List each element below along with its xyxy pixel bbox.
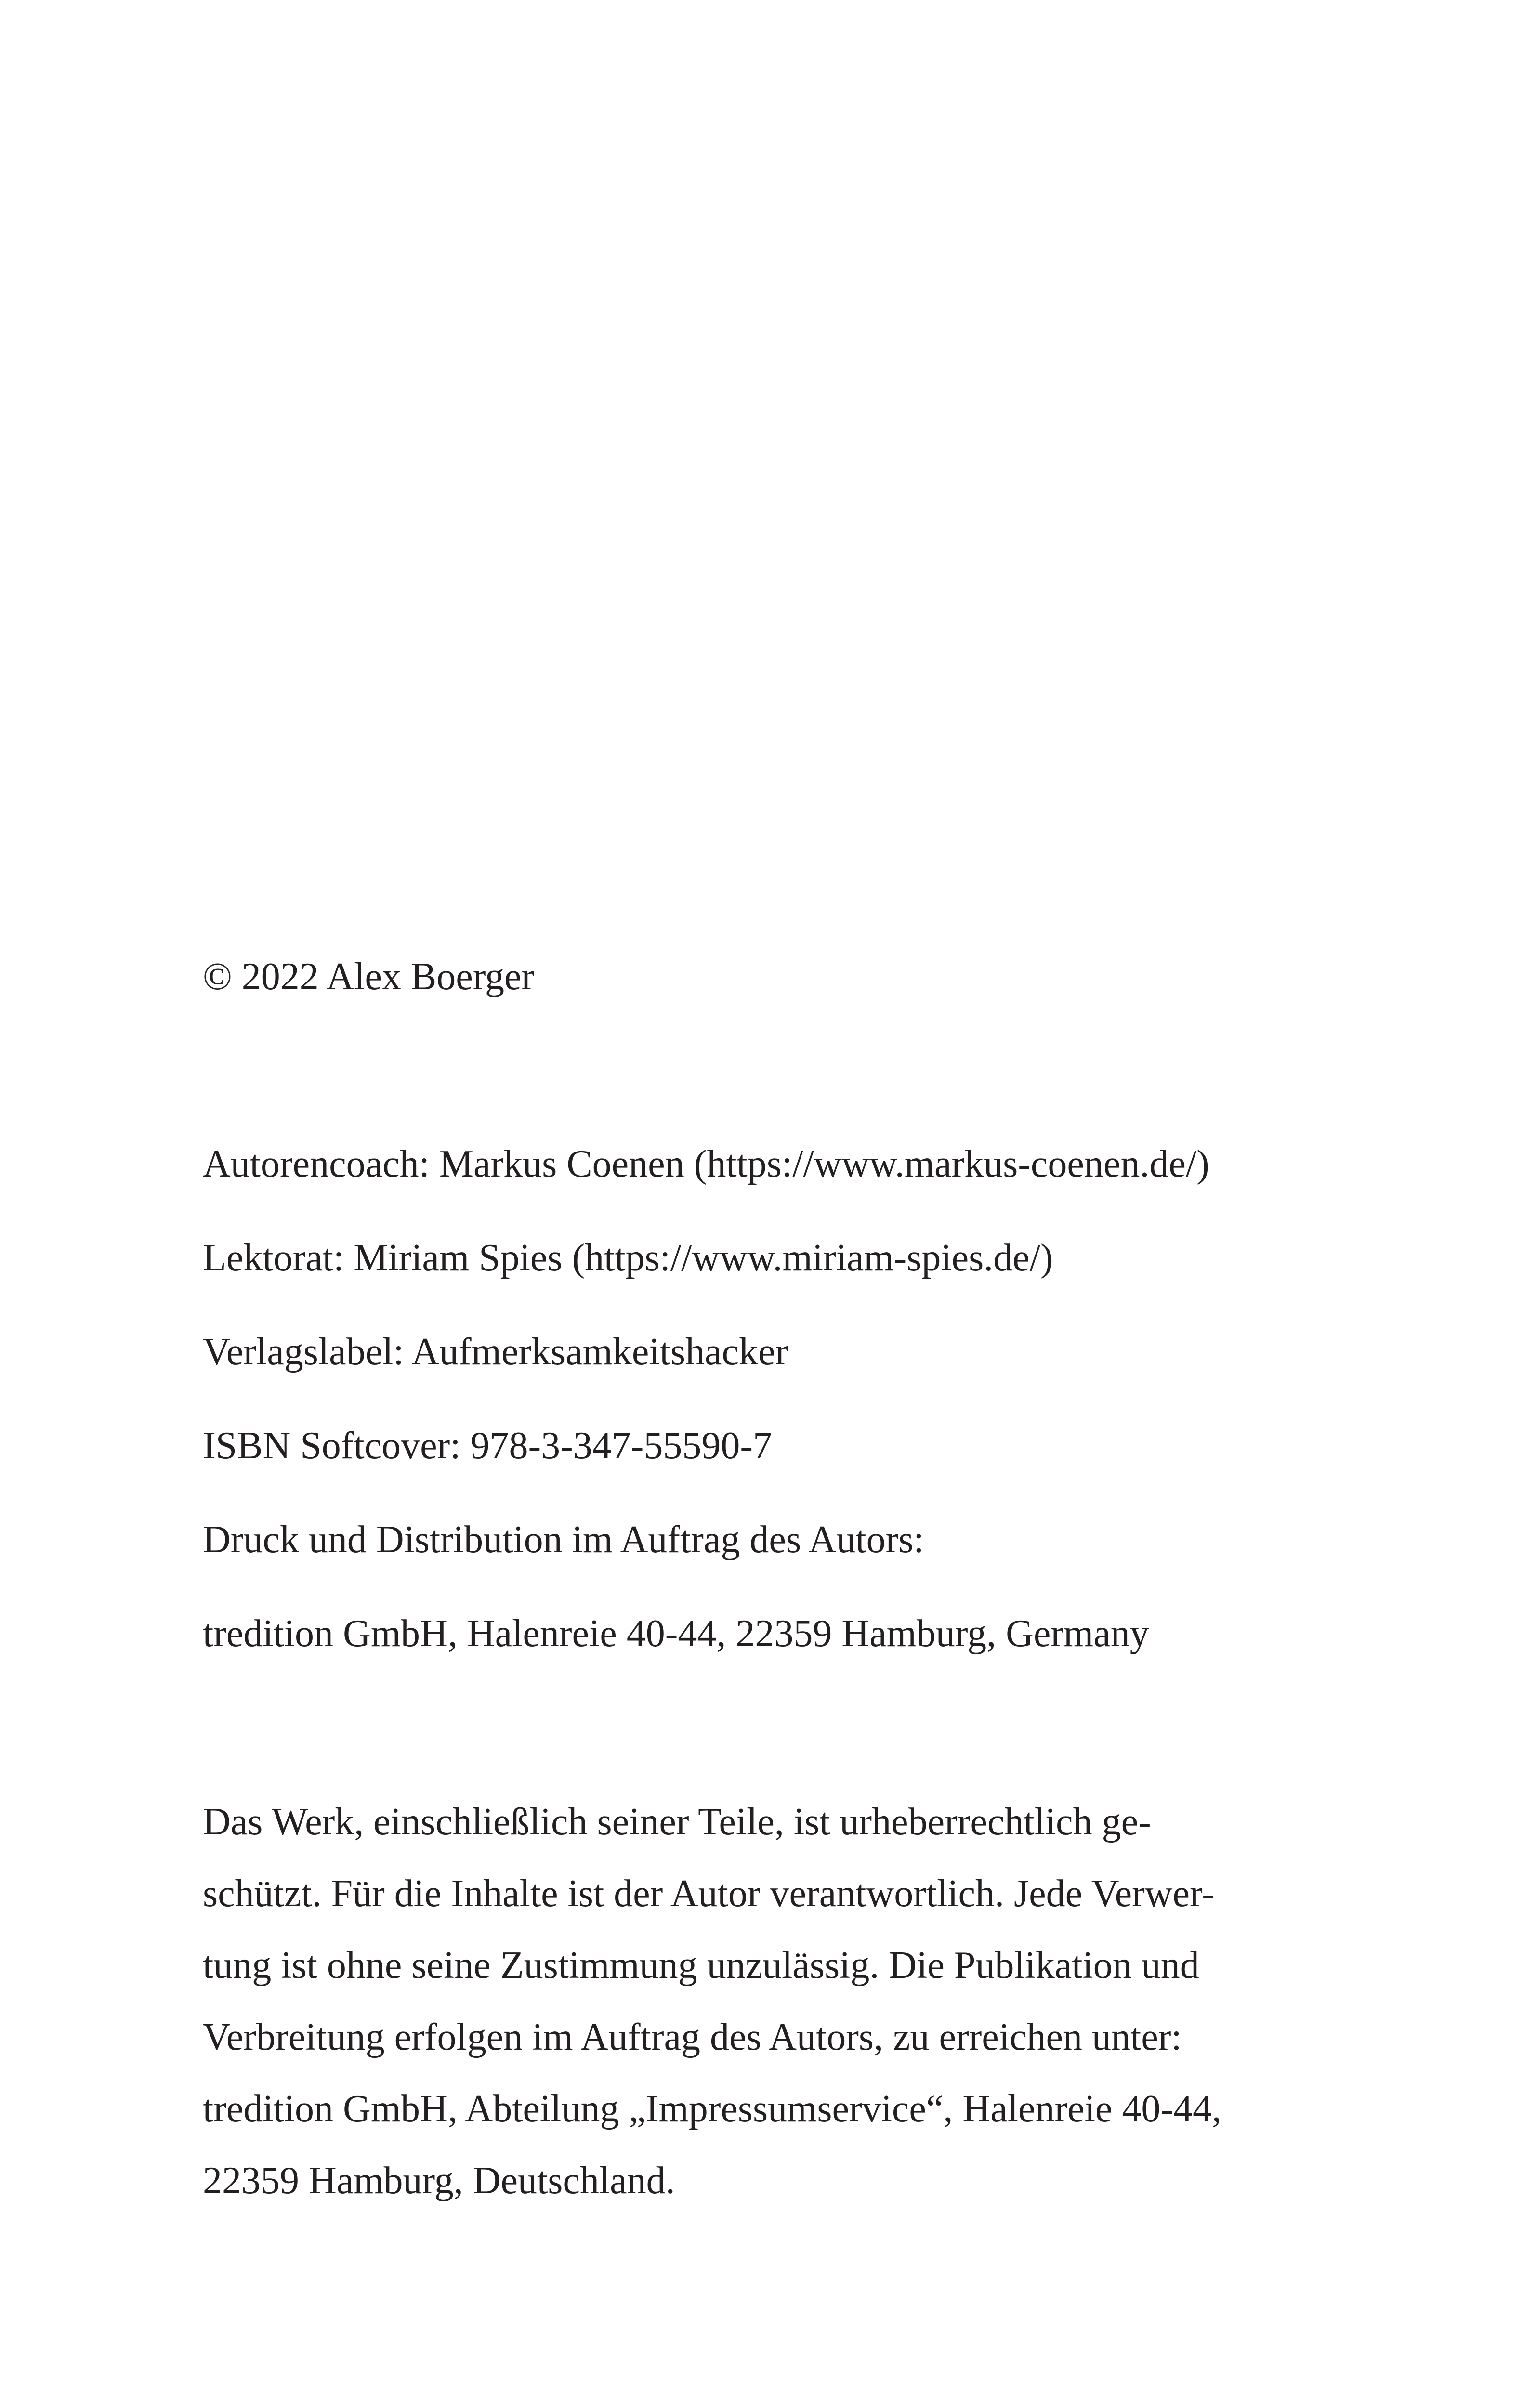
legal-line: tung ist ohne seine Zustimmung unzulässig. Die Publikation und — [203, 1944, 1199, 1987]
copyright-text: © 2022 Alex Boerger — [203, 955, 535, 998]
legal-notice — [203, 1803, 1301, 2233]
legal-line: schützt. Für die Inhalte ist der Autor verantwortlich. Jede Verwer- — [203, 1872, 1215, 1915]
credit-distribution-heading: Druck und Distribution im Auftrag des Autors: — [203, 1518, 924, 1561]
legal-line: tredition GmbH, Abteilung „Impressumservice“, Halenreie 40-44, — [203, 2088, 1221, 2130]
credits-block — [203, 1145, 1301, 1708]
copyright-notice — [203, 957, 1301, 996]
credit-editor: Lektorat: Miriam Spies (https://www.miriam-spies.de/) — [203, 1237, 1053, 1279]
credit-isbn: ISBN Softcover: 978-3-347-55590-7 — [203, 1425, 773, 1467]
credit-publisher-label: Verlagslabel: Aufmerksamkeitshacker — [203, 1331, 788, 1373]
credit-author-coach: Autorencoach: Markus Coenen (https://www.markus-coenen.de/) — [203, 1143, 1209, 1185]
legal-line: Das Werk, einschließlich seiner Teile, ist urheberrechtlich ge- — [203, 1801, 1151, 1843]
legal-line: Verbreitung erfolgen im Auftrag des Autors, zu erreichen unter: — [203, 2016, 1182, 2058]
legal-line: 22359 Hamburg, Deutschland. — [203, 2159, 675, 2202]
credit-distribution-address: tredition GmbH, Halenreie 40-44, 22359 Hamburg, Germany — [203, 1612, 1149, 1655]
